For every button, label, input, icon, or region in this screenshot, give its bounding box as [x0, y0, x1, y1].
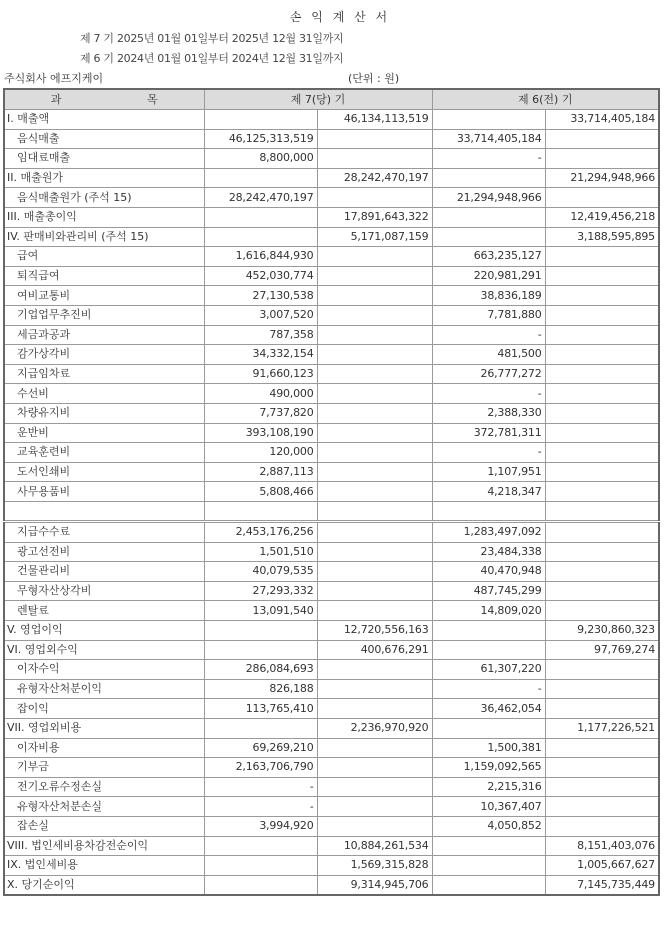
table-row [4, 718, 659, 738]
income-statement-table-page2 [3, 522, 660, 896]
prior-total-amount [545, 581, 659, 601]
current-total-amount [317, 562, 432, 582]
prior-detail-amount: 2,215,316 [432, 777, 545, 797]
prior-detail-amount: 220,981,291 [432, 266, 545, 286]
table-header-row [4, 89, 659, 110]
current-total-amount [317, 660, 432, 680]
table-row [4, 777, 659, 797]
current-detail-amount [204, 640, 317, 660]
current-detail-amount [204, 836, 317, 856]
prior-detail-amount: 481,500 [432, 345, 545, 365]
table-row [4, 462, 659, 482]
current-total-amount [317, 403, 432, 423]
prior-total-amount [545, 482, 659, 502]
account-label: 무형자산상각비 [4, 581, 204, 601]
prior-total-amount [545, 149, 659, 169]
table-row [4, 679, 659, 699]
table-row [4, 699, 659, 719]
prior-detail-amount: - [432, 149, 545, 169]
account-label: 감가상각비 [4, 345, 204, 365]
current-detail-amount: 1,616,844,930 [204, 247, 317, 267]
prior-total-amount [545, 542, 659, 562]
prior-total-amount [545, 758, 659, 778]
prior-detail-amount: 4,218,347 [432, 482, 545, 502]
account-label: 음식매출 [4, 129, 204, 149]
current-total-amount: 12,720,556,163 [317, 620, 432, 640]
table-row [4, 384, 659, 404]
table-row [4, 403, 659, 423]
current-total-amount: 10,884,261,534 [317, 836, 432, 856]
table-row [4, 601, 659, 621]
prior-total-amount [545, 816, 659, 836]
prior-total-amount: 12,419,456,218 [545, 207, 659, 227]
account-label: 잡손실 [4, 816, 204, 836]
prior-total-amount [545, 247, 659, 267]
prior-detail-amount: 36,462,054 [432, 699, 545, 719]
current-detail-amount [204, 501, 317, 521]
prior-detail-amount: 487,745,299 [432, 581, 545, 601]
prior-detail-amount [432, 110, 545, 130]
prior-total-amount [545, 562, 659, 582]
table-body-page2 [4, 523, 659, 896]
table-row [4, 523, 659, 543]
header-account [4, 89, 204, 110]
header-account-a: 과 [50, 92, 62, 106]
account-label: II. 매출원가 [4, 168, 204, 188]
current-total-amount: 17,891,643,322 [317, 207, 432, 227]
account-label: 지급임차료 [4, 364, 204, 384]
account-label: 광고선전비 [4, 542, 204, 562]
prior-total-amount: 1,177,226,521 [545, 718, 659, 738]
account-label: 유형자산처분손실 [4, 797, 204, 817]
prior-total-amount [545, 129, 659, 149]
prior-detail-amount [432, 168, 545, 188]
current-detail-amount: 2,887,113 [204, 462, 317, 482]
current-detail-amount: 2,453,176,256 [204, 523, 317, 543]
prior-detail-amount: 61,307,220 [432, 660, 545, 680]
current-detail-amount: 787,358 [204, 325, 317, 345]
table-row [4, 542, 659, 562]
current-detail-amount: 286,084,693 [204, 660, 317, 680]
current-total-amount [317, 482, 432, 502]
prior-detail-amount: - [432, 443, 545, 463]
account-label: VII. 영업외비용 [4, 718, 204, 738]
account-label: 세금과공과 [4, 325, 204, 345]
table-row [4, 797, 659, 817]
table-row [4, 423, 659, 443]
account-label: 급여 [4, 247, 204, 267]
current-detail-amount [204, 168, 317, 188]
current-detail-amount: 826,188 [204, 679, 317, 699]
prior-total-amount [545, 286, 659, 306]
account-label: 잡이익 [4, 699, 204, 719]
table-row [4, 168, 659, 188]
table-row [4, 562, 659, 582]
prior-total-amount: 7,145,735,449 [545, 875, 659, 895]
account-label: 전기오류수정손실 [4, 777, 204, 797]
prior-detail-amount: 2,388,330 [432, 403, 545, 423]
table-row [4, 188, 659, 208]
current-total-amount: 400,676,291 [317, 640, 432, 660]
table-row [4, 110, 659, 130]
current-total-amount [317, 738, 432, 758]
account-label: X. 당기순이익 [4, 875, 204, 895]
prior-total-amount [545, 738, 659, 758]
current-detail-amount: 34,332,154 [204, 345, 317, 365]
table-row [4, 620, 659, 640]
account-label: 여비교통비 [4, 286, 204, 306]
current-total-amount [317, 581, 432, 601]
prior-total-amount: 33,714,405,184 [545, 110, 659, 130]
statement-title: 손 익 계 산 서 [289, 10, 391, 24]
period-prior: 제 6 기 2024년 01월 01일부터 2024년 12월 31일까지 [80, 52, 344, 65]
current-total-amount [317, 601, 432, 621]
prior-detail-amount: 38,836,189 [432, 286, 545, 306]
account-label: IX. 법인세비용 [4, 856, 204, 876]
table-row [4, 758, 659, 778]
company-name: 주식회사 에프지케이 [4, 72, 104, 85]
table-row [4, 501, 659, 521]
current-total-amount [317, 523, 432, 543]
prior-total-amount [545, 462, 659, 482]
table-row [4, 836, 659, 856]
account-label: 음식매출원가 (주석 15) [4, 188, 204, 208]
current-total-amount: 5,171,087,159 [317, 227, 432, 247]
account-label: 이자비용 [4, 738, 204, 758]
table-row [4, 640, 659, 660]
current-detail-amount: 490,000 [204, 384, 317, 404]
table-row [4, 227, 659, 247]
current-detail-amount: - [204, 797, 317, 817]
current-detail-amount [204, 227, 317, 247]
current-detail-amount [204, 207, 317, 227]
prior-total-amount [545, 423, 659, 443]
current-detail-amount [204, 110, 317, 130]
current-total-amount [317, 462, 432, 482]
current-detail-amount: 69,269,210 [204, 738, 317, 758]
current-detail-amount: 40,079,535 [204, 562, 317, 582]
prior-detail-amount: - [432, 325, 545, 345]
account-label: III. 매출총이익 [4, 207, 204, 227]
prior-detail-amount [432, 836, 545, 856]
current-total-amount: 28,242,470,197 [317, 168, 432, 188]
account-label: 도서인쇄비 [4, 462, 204, 482]
header-current-period: 제 7(당) 기 [204, 89, 432, 110]
account-label: 건물관리비 [4, 562, 204, 582]
current-total-amount [317, 247, 432, 267]
prior-detail-amount [432, 856, 545, 876]
prior-detail-amount: 1,283,497,092 [432, 523, 545, 543]
prior-detail-amount [432, 207, 545, 227]
current-total-amount [317, 542, 432, 562]
prior-total-amount [545, 266, 659, 286]
prior-total-amount [545, 679, 659, 699]
current-detail-amount [204, 875, 317, 895]
prior-detail-amount [432, 620, 545, 640]
prior-total-amount [545, 797, 659, 817]
account-label: 기부금 [4, 758, 204, 778]
prior-total-amount [545, 305, 659, 325]
table-row [4, 443, 659, 463]
prior-detail-amount: - [432, 384, 545, 404]
table-body-page1 [4, 110, 659, 521]
income-statement-table-page1 [3, 88, 660, 521]
prior-detail-amount: 33,714,405,184 [432, 129, 545, 149]
prior-detail-amount [432, 227, 545, 247]
prior-detail-amount: 1,159,092,565 [432, 758, 545, 778]
current-total-amount [317, 423, 432, 443]
table-row [4, 875, 659, 895]
header-prior-period: 제 6(전) 기 [432, 89, 659, 110]
current-detail-amount: 28,242,470,197 [204, 188, 317, 208]
current-total-amount [317, 816, 432, 836]
current-total-amount [317, 364, 432, 384]
current-detail-amount: - [204, 777, 317, 797]
current-detail-amount: 3,994,920 [204, 816, 317, 836]
current-detail-amount [204, 718, 317, 738]
current-detail-amount: 2,163,706,790 [204, 758, 317, 778]
prior-detail-amount: 663,235,127 [432, 247, 545, 267]
current-total-amount [317, 286, 432, 306]
prior-total-amount: 21,294,948,966 [545, 168, 659, 188]
account-label: 퇴직급여 [4, 266, 204, 286]
prior-total-amount [545, 364, 659, 384]
current-detail-amount: 452,030,774 [204, 266, 317, 286]
table-row [4, 149, 659, 169]
table-row [4, 305, 659, 325]
current-detail-amount: 3,007,520 [204, 305, 317, 325]
table-row [4, 286, 659, 306]
prior-total-amount: 8,151,403,076 [545, 836, 659, 856]
account-label: IV. 판매비와관리비 (주석 15) [4, 227, 204, 247]
current-detail-amount: 8,800,000 [204, 149, 317, 169]
currency-unit: (단위 : 원) [348, 72, 400, 85]
prior-total-amount [545, 188, 659, 208]
prior-total-amount [545, 325, 659, 345]
period-current: 제 7 기 2025년 01월 01일부터 2025년 12월 31일까지 [80, 32, 344, 45]
table-row [4, 325, 659, 345]
account-label: VIII. 법인세비용차감전순이익 [4, 836, 204, 856]
account-label: 교육훈련비 [4, 443, 204, 463]
account-label: 렌탈료 [4, 601, 204, 621]
current-total-amount [317, 679, 432, 699]
table-row [4, 129, 659, 149]
prior-detail-amount: 4,050,852 [432, 816, 545, 836]
current-total-amount [317, 129, 432, 149]
prior-detail-amount: 40,470,948 [432, 562, 545, 582]
account-label: 기업업무추진비 [4, 305, 204, 325]
current-detail-amount: 1,501,510 [204, 542, 317, 562]
current-total-amount [317, 443, 432, 463]
prior-total-amount [545, 501, 659, 521]
current-detail-amount: 393,108,190 [204, 423, 317, 443]
current-total-amount [317, 699, 432, 719]
account-label: VI. 영업외수익 [4, 640, 204, 660]
table-row [4, 816, 659, 836]
account-label: 수선비 [4, 384, 204, 404]
account-label: 사무용품비 [4, 482, 204, 502]
current-total-amount [317, 501, 432, 521]
current-detail-amount: 27,130,538 [204, 286, 317, 306]
prior-detail-amount: - [432, 679, 545, 699]
prior-total-amount [545, 403, 659, 423]
current-total-amount [317, 345, 432, 365]
current-total-amount [317, 758, 432, 778]
table-row [4, 364, 659, 384]
current-detail-amount: 46,125,313,519 [204, 129, 317, 149]
prior-detail-amount [432, 501, 545, 521]
current-detail-amount: 27,293,332 [204, 581, 317, 601]
account-label: 운반비 [4, 423, 204, 443]
current-detail-amount [204, 856, 317, 876]
prior-total-amount [545, 443, 659, 463]
account-label: V. 영업이익 [4, 620, 204, 640]
current-total-amount: 1,569,315,828 [317, 856, 432, 876]
current-detail-amount [204, 620, 317, 640]
prior-total-amount [545, 777, 659, 797]
prior-total-amount [545, 384, 659, 404]
current-detail-amount: 91,660,123 [204, 364, 317, 384]
prior-total-amount: 9,230,860,323 [545, 620, 659, 640]
table-row [4, 207, 659, 227]
account-label [4, 501, 204, 521]
prior-total-amount [545, 523, 659, 543]
prior-detail-amount [432, 640, 545, 660]
current-total-amount [317, 797, 432, 817]
prior-total-amount: 97,769,274 [545, 640, 659, 660]
prior-total-amount: 3,188,595,895 [545, 227, 659, 247]
prior-total-amount [545, 345, 659, 365]
prior-total-amount [545, 660, 659, 680]
prior-detail-amount: 14,809,020 [432, 601, 545, 621]
table-row [4, 856, 659, 876]
current-detail-amount: 120,000 [204, 443, 317, 463]
current-total-amount [317, 149, 432, 169]
prior-detail-amount: 10,367,407 [432, 797, 545, 817]
prior-total-amount [545, 699, 659, 719]
table-row [4, 482, 659, 502]
prior-detail-amount: 26,777,272 [432, 364, 545, 384]
table-row [4, 266, 659, 286]
account-label: 유형자산처분이익 [4, 679, 204, 699]
current-detail-amount: 7,737,820 [204, 403, 317, 423]
current-detail-amount: 113,765,410 [204, 699, 317, 719]
current-total-amount: 46,134,113,519 [317, 110, 432, 130]
prior-detail-amount: 7,781,880 [432, 305, 545, 325]
current-total-amount [317, 325, 432, 345]
table-row [4, 345, 659, 365]
table-row [4, 738, 659, 758]
current-total-amount [317, 305, 432, 325]
account-label: I. 매출액 [4, 110, 204, 130]
current-total-amount: 9,314,945,706 [317, 875, 432, 895]
current-total-amount [317, 188, 432, 208]
prior-detail-amount: 372,781,311 [432, 423, 545, 443]
table-row [4, 247, 659, 267]
account-label: 임대료매출 [4, 149, 204, 169]
table-row [4, 660, 659, 680]
prior-detail-amount: 1,500,381 [432, 738, 545, 758]
prior-detail-amount [432, 718, 545, 738]
account-label: 지급수수료 [4, 523, 204, 543]
current-total-amount: 2,236,970,920 [317, 718, 432, 738]
prior-total-amount: 1,005,667,627 [545, 856, 659, 876]
current-total-amount [317, 266, 432, 286]
current-total-amount [317, 384, 432, 404]
table-row [4, 581, 659, 601]
prior-detail-amount: 23,484,338 [432, 542, 545, 562]
current-detail-amount: 5,808,466 [204, 482, 317, 502]
prior-detail-amount: 1,107,951 [432, 462, 545, 482]
prior-detail-amount [432, 875, 545, 895]
current-total-amount [317, 777, 432, 797]
prior-detail-amount: 21,294,948,966 [432, 188, 545, 208]
account-label: 차량유지비 [4, 403, 204, 423]
account-label: 이자수익 [4, 660, 204, 680]
header-account-b: 목 [147, 92, 158, 106]
current-detail-amount: 13,091,540 [204, 601, 317, 621]
prior-total-amount [545, 601, 659, 621]
